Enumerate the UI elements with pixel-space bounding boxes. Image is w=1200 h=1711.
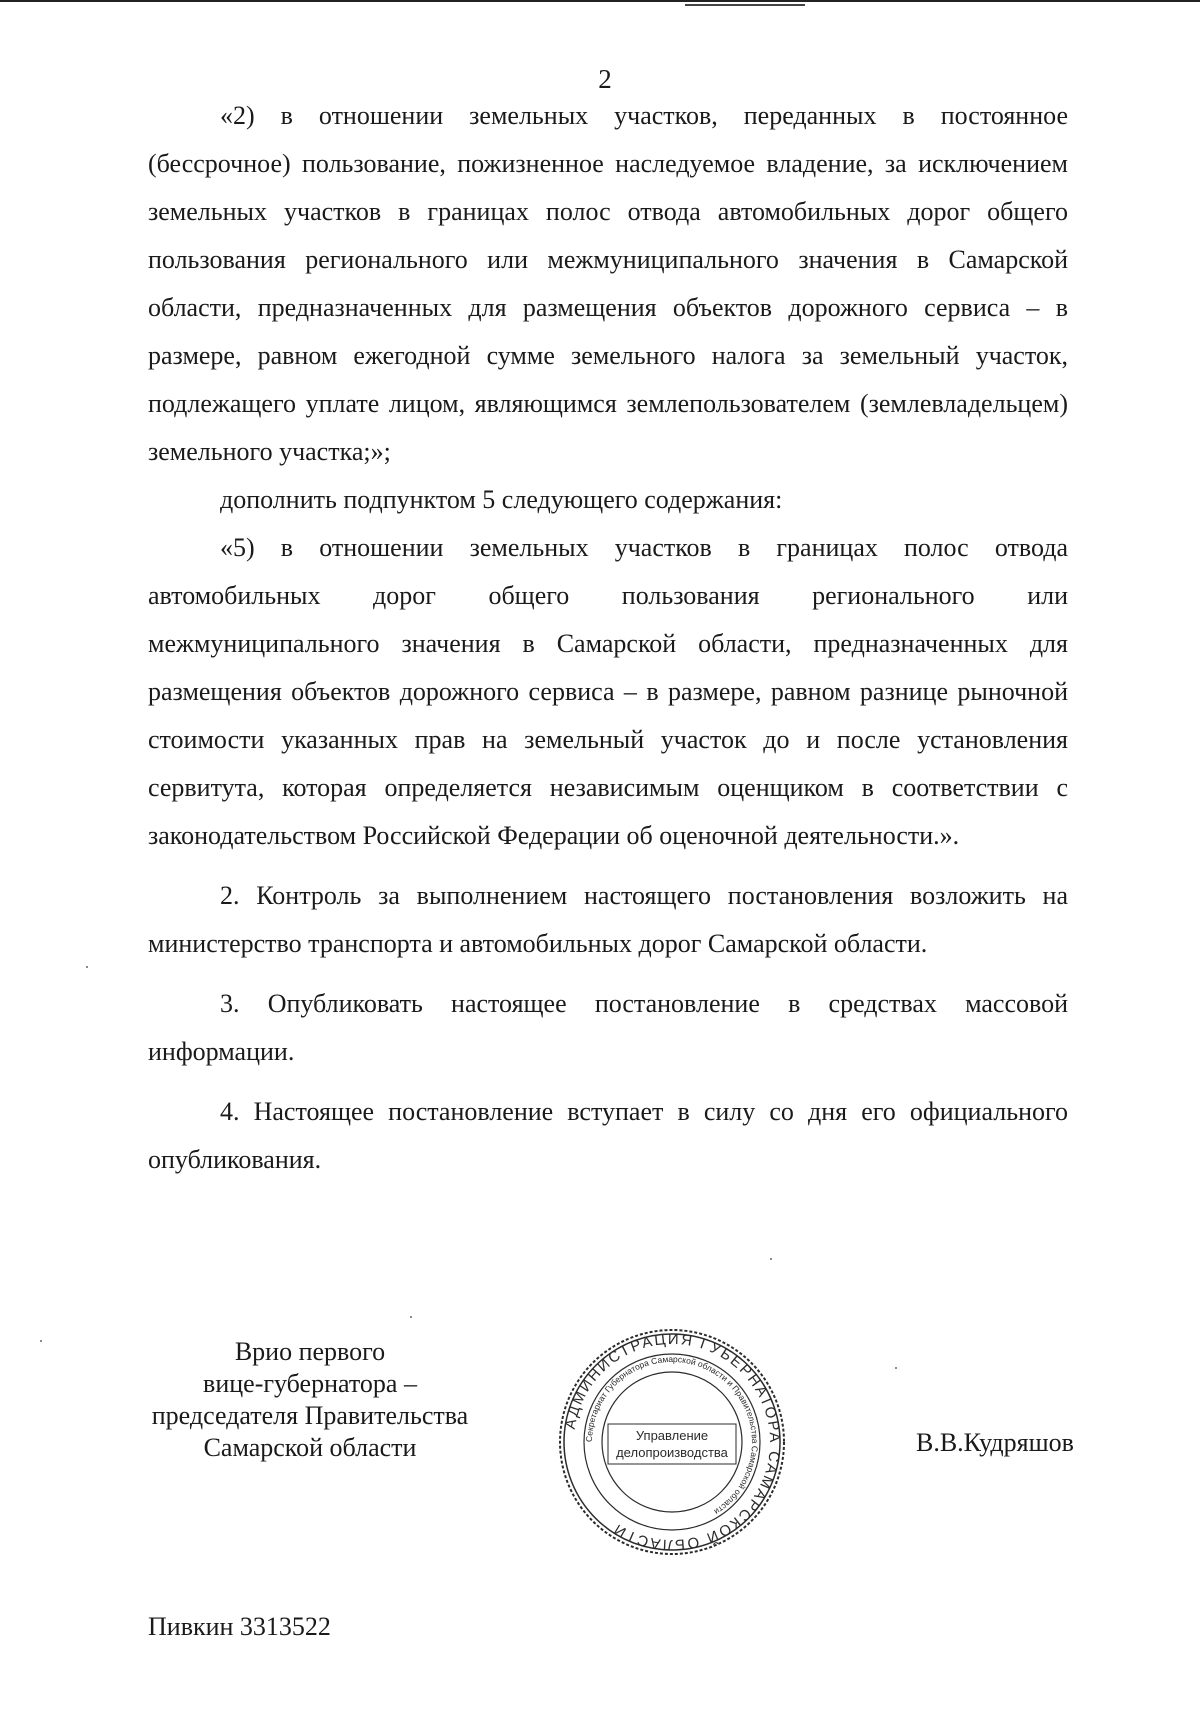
executor-info: Пивкин 3313522: [148, 1612, 331, 1641]
scan-speck: [86, 966, 88, 968]
paragraph-item-2: 2. Контроль за выполнением настоящего постановления возложить на министерство транспорта и автомобильных дорог Самарской области.: [148, 881, 1068, 958]
top-border-line: [0, 0, 1200, 2]
document-body: [148, 92, 1068, 1184]
stamp-center-line1: Управление: [635, 1428, 709, 1443]
official-stamp: [556, 1326, 788, 1558]
stamp-outer-text: АДМИНИСТРАЦИЯ ГУБЕРНАТОРА САМАРСКОЙ ОБЛАСТИ: [561, 1330, 784, 1554]
signatory-title-line: вице-губернатора –: [203, 1369, 417, 1398]
paragraph-subitem-5: «5) в отношении земельных участков в границах полос отвода автомобильных дорог общего пользования регионального или межмуниципального значения в Самарской области, предназначенных для размещения объектов дорожного сервиса – в размере, равном разнице рыночной стоимости указанных прав на земельный участок до и после установления сервитута, которая определяется независимым оценщиком в соответствии с законодательством Российской Федерации об оценочной деятельности.».: [148, 533, 1068, 850]
signatory-name: В.В.Кудряшов: [916, 1428, 1074, 1457]
scan-speck: [770, 1258, 772, 1260]
stamp-ring-text: Секретариат Губернатора Самарской области и Правительства Самарской области: [583, 1353, 761, 1518]
top-scan-mark: [685, 4, 805, 6]
signatory-title-line: Врио первого: [234, 1337, 386, 1366]
paragraph-add-subitem: дополнить подпунктом 5 следующего содержания:: [220, 485, 783, 514]
stamp-center-line2: делопроизводства: [616, 1445, 728, 1460]
scan-speck: [410, 1316, 412, 1318]
signatory-title: [140, 1336, 480, 1464]
signatory-title-line: председателя Правительства: [151, 1401, 469, 1430]
scan-speck: [40, 1340, 42, 1342]
signatory-title-line: Самарской области: [203, 1433, 417, 1462]
scan-speck: [895, 1367, 897, 1369]
paragraph-item-3: 3. Опубликовать настоящее постановление в средствах массовой информации.: [148, 989, 1068, 1066]
page-number: 2: [598, 64, 612, 94]
paragraph-subitem-2: «2) в отношении земельных участков, переданных в постоянное (бессрочное) пользование, пожизненное наследуемое владение, за исключением земельных участков в границах полос отвода автомобильных дорог общего пользования регионального или межмуниципального значения в Самарской области, предназначенных для размещения объектов дорожного сервиса – в размере, равном ежегодной сумме земельного налога за земельный участок, подлежащего уплате лицом, являющимся землепользователем (землевладельцем) земельного участка;»;: [148, 101, 1068, 466]
paragraph-item-4: 4. Настоящее постановление вступает в силу со дня его официального опубликования.: [148, 1097, 1068, 1174]
